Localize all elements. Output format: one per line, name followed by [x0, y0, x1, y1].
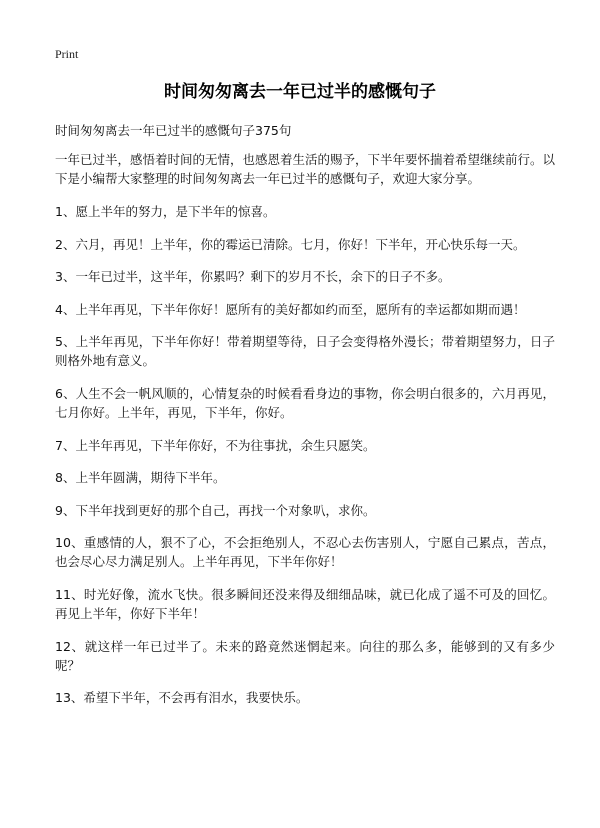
- page-title: 时间匆匆离去一年已过半的感慨句子: [164, 82, 436, 102]
- print-label: Print: [55, 47, 79, 61]
- list-item: 9、下半年找到更好的那个自己，再找一个对象叭，求你。: [55, 502, 376, 518]
- list-item: 11、时光好像，流水飞快。很多瞬间还没来得及细细品味，就已化成了遥不可及的回忆。再见上半年，你好下半年！: [55, 586, 555, 621]
- list-item: 6、人生不会一帆风顺的，心情复杂的时候看看身边的事物，你会明白很多的，六月再见，七月你好。上半年，再见，下半年，你好。: [55, 385, 555, 420]
- list-item: 4、上半年再见，下半年你好！愿所有的美好都如约而至，愿所有的幸运都如期而遇！: [55, 301, 526, 317]
- list-item: 13、希望下半年，不会再有泪水，我要快乐。: [55, 690, 309, 706]
- list-item: 1、愿上半年的努力，是下半年的惊喜。: [55, 204, 276, 219]
- list-item: 3、一年已过半，这半年，你累吗？剩下的岁月不长，余下的日子不多。: [55, 269, 451, 285]
- article-body: [55, 150, 555, 721]
- list-item: 7、上半年再见，下半年你好，不为往事扰，余生只愿笑。: [55, 437, 376, 453]
- page-subtitle: 时间匆匆离去一年已过半的感慨句子375句: [55, 123, 292, 138]
- list-item: 8、上半年圆满，期待下半年。: [55, 470, 226, 486]
- list-item: 2、六月，再见！上半年，你的霉运已清除。七月，你好！下半年，开心快乐每一天。: [55, 236, 526, 252]
- intro-paragraph: 一年已过半，感悟着时间的无情，也感恩着生活的赐予，下半年要怀揣着希望继续前行。以下是小编帮大家整理的时间匆匆离去一年已过半的感慨句子，欢迎大家分享。: [55, 152, 556, 186]
- list-item: 12、就这样一年已过半了。未来的路竟然迷惘起来。向往的那么多，能够到的又有多少呢？: [55, 638, 555, 673]
- list-item: 5、上半年再见，下半年你好！带着期望等待，日子会变得格外漫长；带着期望努力，日子则格外地有意义。: [55, 334, 555, 369]
- list-item: 10、重感情的人，狠不了心，不会拒绝别人，不忍心去伤害别人，宁愿自己累点，苦点，也会尽心尽力满足别人。上半年再见，下半年你好！: [55, 535, 555, 570]
